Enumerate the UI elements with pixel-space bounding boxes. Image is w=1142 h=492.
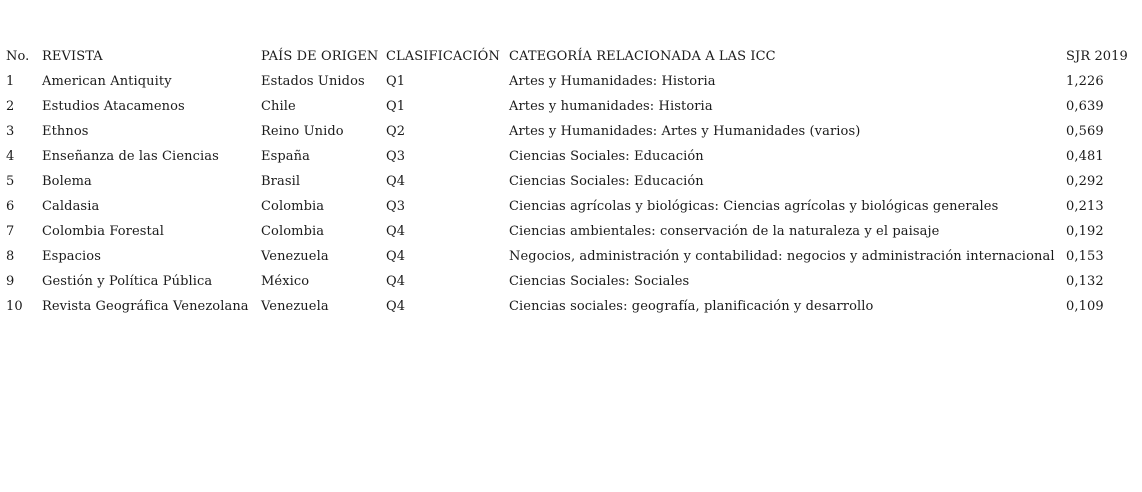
cell-pais: Venezuela: [261, 249, 329, 264]
cell-categoria: Negocios, administración y contabilidad: negocios y administración internacional: [509, 249, 1055, 264]
cell-sjr: 0,192: [1066, 224, 1104, 239]
cell-pais: Estados Unidos: [261, 74, 365, 89]
cell-categoria: Ciencias agrícolas y biológicas: Ciencias agrícolas y biológicas generales: [509, 199, 999, 214]
cell-no: 6: [6, 199, 15, 214]
cell-no: 4: [6, 149, 15, 164]
cell-pais: Brasil: [261, 174, 301, 189]
cell-categoria: Artes y Humanidades: Historia: [509, 74, 716, 89]
cell-sjr: 0,132: [1066, 274, 1104, 289]
table-row: [6, 69, 1136, 94]
cell-categoria: Ciencias Sociales: Sociales: [509, 274, 690, 289]
table-row: [6, 94, 1136, 119]
cell-no: 5: [6, 174, 15, 189]
header-revista: REVISTA: [42, 49, 103, 64]
cell-no: 7: [6, 224, 15, 239]
cell-categoria: Ciencias sociales: geografía, planificación y desarrollo: [509, 299, 874, 314]
table-row: [6, 194, 1136, 219]
cell-revista: Bolema: [42, 174, 92, 189]
cell-pais: Venezuela: [261, 299, 329, 314]
table-row: [6, 119, 1136, 144]
cell-revista: Caldasia: [42, 199, 100, 214]
cell-no: 2: [6, 99, 15, 114]
cell-pais: Chile: [261, 99, 296, 114]
cell-revista: Enseñanza de las Ciencias: [42, 149, 219, 164]
table-row: [6, 219, 1136, 244]
header-categoria: CATEGORÍA RELACIONADA A LAS ICC: [509, 49, 776, 64]
cell-revista: Espacios: [42, 249, 101, 264]
cell-clasificacion: Q4: [386, 274, 406, 289]
cell-sjr: 1,226: [1066, 74, 1104, 89]
cell-pais: Reino Unido: [261, 124, 344, 139]
cell-sjr: 0,153: [1066, 249, 1104, 264]
cell-clasificacion: Q4: [386, 249, 406, 264]
cell-sjr: 0,639: [1066, 99, 1104, 114]
header-sjr: SJR 2019: [1066, 49, 1128, 64]
cell-pais: Colombia: [261, 199, 325, 214]
cell-categoria: Ciencias ambientales: conservación de la naturaleza y el paisaje: [509, 224, 940, 239]
cell-no: 1: [6, 74, 15, 89]
cell-revista: Estudios Atacamenos: [42, 99, 185, 114]
cell-clasificacion: Q1: [386, 74, 406, 89]
cell-clasificacion: Q3: [386, 199, 406, 214]
cell-pais: España: [261, 149, 310, 164]
cell-no: 8: [6, 249, 15, 264]
cell-clasificacion: Q4: [386, 174, 406, 189]
cell-pais: Colombia: [261, 224, 325, 239]
header-clasificacion: CLASIFICACIÓN: [386, 49, 500, 64]
journal-table: [6, 44, 1136, 319]
cell-categoria: Ciencias Sociales: Educación: [509, 174, 704, 189]
table-row: [6, 294, 1136, 319]
cell-revista: Ethnos: [42, 124, 89, 139]
table-row: [6, 144, 1136, 169]
cell-revista: Revista Geográfica Venezolana: [42, 299, 249, 314]
header-no: No.: [6, 49, 30, 64]
table-row: [6, 269, 1136, 294]
cell-no: 9: [6, 274, 15, 289]
cell-clasificacion: Q4: [386, 224, 406, 239]
cell-clasificacion: Q2: [386, 124, 406, 139]
cell-revista: Colombia Forestal: [42, 224, 164, 239]
cell-sjr: 0,213: [1066, 199, 1104, 214]
cell-pais: México: [261, 274, 310, 289]
cell-categoria: Ciencias Sociales: Educación: [509, 149, 704, 164]
cell-no: 10: [6, 299, 23, 314]
cell-no: 3: [6, 124, 15, 139]
cell-sjr: 0,109: [1066, 299, 1104, 314]
cell-sjr: 0,481: [1066, 149, 1104, 164]
table-row: [6, 169, 1136, 194]
cell-revista: American Antiquity: [42, 74, 172, 89]
cell-clasificacion: Q1: [386, 99, 406, 114]
header-pais: PAÍS DE ORIGEN: [261, 49, 379, 64]
cell-clasificacion: Q4: [386, 299, 406, 314]
cell-categoria: Artes y humanidades: Historia: [509, 99, 713, 114]
cell-clasificacion: Q3: [386, 149, 406, 164]
cell-revista: Gestión y Política Pública: [42, 274, 213, 289]
cell-sjr: 0,292: [1066, 174, 1104, 189]
cell-sjr: 0,569: [1066, 124, 1104, 139]
cell-categoria: Artes y Humanidades: Artes y Humanidades (varios): [509, 124, 861, 139]
table-row: [6, 244, 1136, 269]
header-row: [6, 44, 1136, 69]
